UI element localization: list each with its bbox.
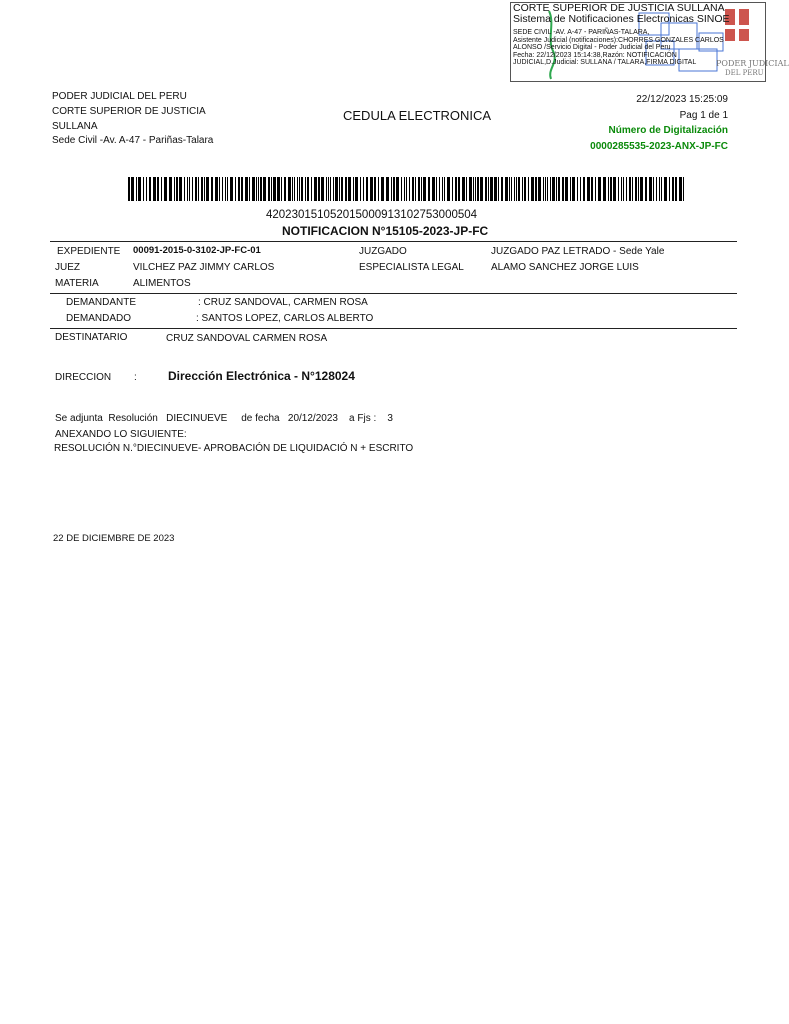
divider <box>50 241 737 242</box>
barcode-bar <box>174 177 175 201</box>
stamp-detail-line: ALONSO /Servicio Digital - Poder Judicial del Peru <box>513 44 671 51</box>
barcode-bar <box>488 177 489 201</box>
barcode-bar <box>341 177 343 201</box>
barcode-bar <box>271 177 272 201</box>
barcode-bar <box>353 177 354 201</box>
stamp-detail-line: SEDE CIVIL -AV. A-47 - PARIÑAS-TALARA, <box>513 29 650 36</box>
barcode-bar <box>339 177 340 201</box>
barcode-bar <box>458 177 460 201</box>
barcode-bar <box>421 177 422 201</box>
especialista-label: ESPECIALISTA LEGAL <box>359 262 464 273</box>
barcode-bar <box>439 177 440 201</box>
barcode-bar <box>672 177 674 201</box>
barcode-bar <box>374 177 376 201</box>
notification-title: NOTIFICACION N°15105-2023-JP-FC <box>282 224 489 238</box>
barcode-bar <box>211 177 213 201</box>
barcode-bar <box>136 177 137 201</box>
barcode-bar <box>531 177 534 201</box>
barcode-bar <box>153 177 156 201</box>
digitalization-number: 0000285535-2023-ANX-JP-FC <box>590 141 728 152</box>
barcode-bar <box>522 177 523 201</box>
barcode-bar <box>547 177 548 201</box>
barcode-bar <box>550 177 551 201</box>
stamp-court-name: CORTE SUPERIOR DE JUSTICIA SULLANA <box>513 2 725 14</box>
barcode-bar <box>649 177 652 201</box>
barcode-bar <box>219 177 220 201</box>
barcode-bar <box>664 177 667 201</box>
barcode-bar <box>326 177 327 201</box>
direccion-label: DIRECCION <box>55 372 112 383</box>
especialista-value: ALAMO SANCHEZ JORGE LUIS <box>491 262 639 273</box>
barcode-bar <box>469 177 472 201</box>
barcode-bar <box>201 177 203 201</box>
barcode-bar <box>518 177 520 201</box>
header-org-line: PODER JUDICIAL DEL PERU <box>52 91 187 102</box>
barcode-bar <box>661 177 662 201</box>
barcode-bar <box>335 177 338 201</box>
barcode-bar <box>535 177 537 201</box>
barcode-bar <box>292 177 293 201</box>
barcode-bar <box>528 177 529 201</box>
barcode-bar <box>490 177 493 201</box>
barcode-bar <box>263 177 266 201</box>
barcode-bar <box>297 177 298 201</box>
barcode-bar <box>252 177 255 201</box>
barcode-bar <box>230 177 233 201</box>
barcode-bar <box>683 177 684 201</box>
barcode-bar <box>418 177 420 201</box>
barcode-bar <box>562 177 564 201</box>
stamp-logo-sub: DEL PERU <box>725 69 764 77</box>
annex-value: RESOLUCIÓN N.°DIECINUEVE- APROBACIÓN DE LIQUIDACIÓ N + ESCRITO <box>54 443 414 454</box>
barcode-bar <box>473 177 474 201</box>
barcode-bar <box>258 177 259 201</box>
stamp-detail-line: Fecha: 22/12/2023 15:14:38,Razón: NOTIFICACIÓN <box>513 51 677 59</box>
barcode-bar <box>241 177 243 201</box>
barcode-bar <box>187 177 188 201</box>
attachment-line: Se adjunta Resolución DIECINUEVE de fecha 20/12/2023 a Fjs : 3 <box>55 413 393 424</box>
demandado-label: DEMANDADO <box>66 313 132 324</box>
barcode-bar <box>415 177 416 201</box>
barcode-bar <box>516 177 517 201</box>
barcode-bar <box>638 177 639 201</box>
barcode-bar <box>675 177 677 201</box>
digitalization-label: Número de Digitalización <box>608 125 728 136</box>
barcode-bar <box>330 177 331 201</box>
barcode-bar <box>570 177 571 201</box>
barcode-bar <box>640 177 643 201</box>
barcode-bar <box>164 177 167 201</box>
stamp-system-name: Sistema de Notificaciones Electronicas SINOE <box>513 13 730 25</box>
document-title: CEDULA ELECTRONICA <box>343 108 492 123</box>
barcode-bar <box>442 177 443 201</box>
barcode-bar <box>444 177 445 201</box>
barcode-bar <box>305 177 306 201</box>
barcode-bar <box>485 177 487 201</box>
barcode-bar <box>645 177 647 201</box>
barcode-bar <box>391 177 392 201</box>
barcode-bar <box>249 177 250 201</box>
barcode-bar <box>273 177 276 201</box>
barcode-bar <box>455 177 457 201</box>
barcode-bar <box>204 177 205 201</box>
direccion-colon: : <box>134 372 137 383</box>
barcode-bar <box>277 177 280 201</box>
barcode-bar <box>580 177 581 201</box>
destinatario-value: CRUZ SANDOVAL CARMEN ROSA <box>166 333 328 344</box>
barcode-bar <box>149 177 151 201</box>
barcode-bar <box>466 177 467 201</box>
barcode-bar <box>381 177 384 201</box>
barcode-bar <box>608 177 609 201</box>
barcode-bar <box>543 177 544 201</box>
barcode-bar <box>321 177 324 201</box>
barcode-bar <box>432 177 435 201</box>
materia-value: ALIMENTOS <box>133 278 191 289</box>
juez-value: VILCHEZ PAZ JIMMY CARLOS <box>133 262 275 273</box>
divider <box>50 293 737 294</box>
barcode-bar <box>618 177 619 201</box>
barcode-bar <box>299 177 300 201</box>
barcode-bar <box>498 177 499 201</box>
expediente-label: EXPEDIENTE <box>57 246 121 257</box>
barcode-bar <box>184 177 185 201</box>
direccion-value: Dirección Electrónica - N°128024 <box>168 369 355 383</box>
barcode-number: 420230151052015000913102753000504 <box>266 209 478 221</box>
barcode-bar <box>318 177 320 201</box>
barcode-bar <box>307 177 309 201</box>
barcode-bar <box>404 177 405 201</box>
barcode-bar <box>409 177 410 201</box>
barcode-bar <box>256 177 257 201</box>
barcode-bar <box>176 177 178 201</box>
barcode-bar <box>462 177 465 201</box>
materia-label: MATERIA <box>55 278 99 289</box>
barcode-image <box>128 177 688 201</box>
barcode-bar <box>143 177 144 201</box>
barcode-bar <box>189 177 190 201</box>
barcode-bar <box>128 177 130 201</box>
barcode-bar <box>494 177 497 201</box>
expediente-value: 00091-2015-0-3102-JP-FC-01 <box>133 245 261 256</box>
barcode-bar <box>610 177 612 201</box>
barcode-bar <box>393 177 395 201</box>
barcode-bar <box>301 177 303 201</box>
barcode-bar <box>238 177 240 201</box>
barcode-bar <box>552 177 555 201</box>
barcode-bar <box>345 177 347 201</box>
barcode-bar <box>632 177 633 201</box>
barcode-bar <box>131 177 134 201</box>
barcode-bar <box>245 177 248 201</box>
juez-label: JUEZ <box>55 262 80 273</box>
barcode-bar <box>333 177 334 201</box>
barcode-bar <box>621 177 622 201</box>
barcode-bar <box>215 177 218 201</box>
barcode-bar <box>195 177 197 201</box>
juzgado-value: JUZGADO PAZ LETRADO - Sede Yale <box>491 246 665 257</box>
header-page-number: Pag 1 de 1 <box>679 110 728 121</box>
barcode-bar <box>161 177 162 201</box>
barcode-bar <box>348 177 351 201</box>
barcode-bar <box>396 177 399 201</box>
barcode-bar <box>556 177 557 201</box>
digital-signature-stamp <box>510 2 789 82</box>
barcode-bar <box>436 177 437 201</box>
barcode-bar <box>669 177 670 201</box>
barcode-bar <box>629 177 631 201</box>
barcode-bar <box>314 177 317 201</box>
barcode-bar <box>480 177 483 201</box>
barcode-bar <box>511 177 512 201</box>
barcode-bar <box>577 177 578 201</box>
barcode-bar <box>288 177 291 201</box>
barcode-bar <box>524 177 526 201</box>
barcode-bar <box>206 177 209 201</box>
demandante-value: : CRUZ SANDOVAL, CARMEN ROSA <box>198 297 368 308</box>
barcode-bar <box>146 177 147 201</box>
barcode-bar <box>598 177 601 201</box>
barcode-bar <box>656 177 657 201</box>
barcode-bar <box>514 177 515 201</box>
barcode-bar <box>626 177 627 201</box>
barcode-bar <box>268 177 270 201</box>
barcode-bar <box>613 177 616 201</box>
barcode-bar <box>157 177 159 201</box>
barcode-bar <box>386 177 389 201</box>
footer-date: 22 DE DICIEMBRE DE 2023 <box>53 533 175 544</box>
barcode-bar <box>653 177 654 201</box>
barcode-bar <box>260 177 262 201</box>
barcode-bar <box>412 177 414 201</box>
barcode-bar <box>281 177 282 201</box>
barcode-bar <box>192 177 193 201</box>
barcode-bar <box>227 177 228 201</box>
barcode-bar <box>294 177 295 201</box>
barcode-bar <box>538 177 541 201</box>
barcode-bar <box>401 177 402 201</box>
barcode-bar <box>428 177 430 201</box>
barcode-bar <box>509 177 510 201</box>
barcode-bar <box>447 177 450 201</box>
barcode-bar <box>363 177 364 201</box>
stamp-detail-line: JUDICIAL,D.Judicial: SULLANA / TALARA,FIRMA DIGITAL <box>513 59 697 66</box>
barcode-bar <box>452 177 453 201</box>
barcode-bar <box>378 177 379 201</box>
barcode-bar <box>406 177 407 201</box>
barcode-bar <box>311 177 312 201</box>
barcode-bar <box>198 177 199 201</box>
barcode-bar <box>366 177 368 201</box>
barcode-bar <box>423 177 426 201</box>
barcode-bar <box>659 177 660 201</box>
barcode-bar <box>328 177 329 201</box>
barcode-bar <box>360 177 361 201</box>
barcode-bar <box>284 177 286 201</box>
barcode-bar <box>235 177 236 201</box>
barcode-bar <box>591 177 593 201</box>
barcode-bar <box>370 177 373 201</box>
barcode-bar <box>501 177 503 201</box>
barcode-bar <box>587 177 590 201</box>
header-org-line: SULLANA <box>52 121 98 132</box>
barcode-bar <box>475 177 476 201</box>
barcode-bar <box>595 177 596 201</box>
barcode-bar <box>623 177 624 201</box>
barcode-bar <box>572 177 575 201</box>
header-datetime: 22/12/2023 15:25:09 <box>636 94 728 105</box>
barcode-bar <box>565 177 568 201</box>
barcode-bar <box>222 177 223 201</box>
barcode-bar <box>583 177 585 201</box>
divider <box>50 328 737 329</box>
barcode-bar <box>355 177 358 201</box>
barcode-bar <box>635 177 637 201</box>
demandante-label: DEMANDANTE <box>66 297 137 308</box>
header-org-line: CORTE SUPERIOR DE JUSTICIA <box>52 106 206 117</box>
header-sede: Sede Civil -Av. A-47 - Pariñas-Talara <box>52 135 214 146</box>
barcode-bar <box>545 177 546 201</box>
stamp-detail-line: Asistente Judicial (notificaciones):CHORRES GONZALES CARLOS <box>513 36 724 44</box>
barcode-bar <box>179 177 182 201</box>
destinatario-label: DESTINATARIO <box>55 332 128 343</box>
barcode-bar <box>169 177 172 201</box>
barcode-bar <box>558 177 560 201</box>
barcode-bar <box>225 177 226 201</box>
barcode-bar <box>603 177 606 201</box>
juzgado-label: JUZGADO <box>359 246 407 257</box>
barcode-bar <box>679 177 682 201</box>
stamp-logo-word: PODER JUDICIAL <box>716 59 789 68</box>
barcode-bar <box>505 177 508 201</box>
barcode-bar <box>138 177 141 201</box>
barcode-bar <box>477 177 479 201</box>
annex-label: ANEXANDO LO SIGUIENTE: <box>55 429 187 440</box>
demandado-value: : SANTOS LOPEZ, CARLOS ALBERTO <box>196 313 374 324</box>
